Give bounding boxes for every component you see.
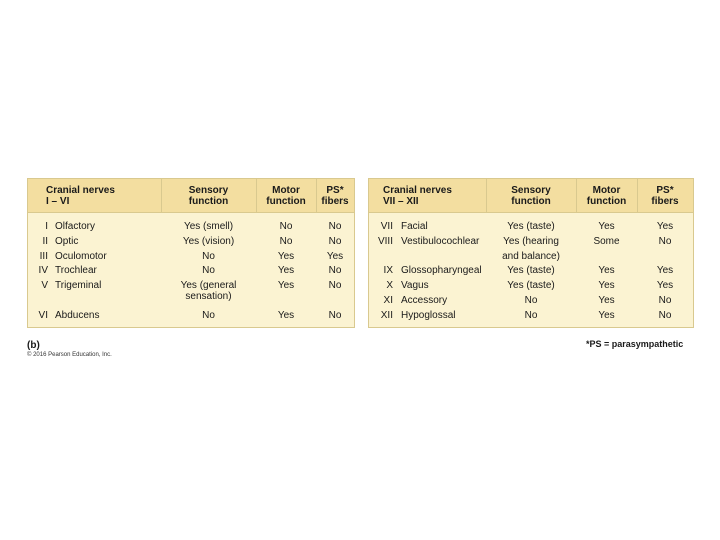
nerve-number: II [42,236,48,247]
motor-value: No [279,221,293,232]
header-motor [256,179,316,212]
sensory-value-line2: and balance) [502,251,560,262]
ps-value: Yes [326,251,344,262]
ps-value: No [658,310,672,321]
ps-value: No [328,310,342,321]
panel-label: (b) [27,340,40,351]
motor-value: Yes [277,265,295,276]
nerve-name: Facial [401,221,428,232]
ps-value: Yes [656,265,674,276]
header-motor-line1: Motor [272,184,300,196]
footnote: *PS = parasympathetic [586,339,684,349]
nerve-number: V [41,280,48,291]
sensory-value-line2: sensation) [185,291,232,302]
motor-value: Yes [598,221,615,232]
sensory-value: Yes (taste) [507,221,555,232]
nerve-name: Oculomotor [55,251,107,262]
sensory-value: Yes (hearing [503,236,559,247]
copyright-notice: © 2016 Pearson Education, Inc. [27,352,112,358]
ps-value: No [328,280,342,291]
sensory-value: Yes (taste) [507,265,555,276]
header-nerves [46,179,148,212]
motor-value: Yes [598,280,615,291]
header-sensory-line2: function [188,195,229,207]
nerve-name: Trigeminal [55,280,102,291]
nerve-name: Hypoglossal [401,310,456,321]
header-ps-line2: fibers [321,195,349,207]
nerve-number: X [386,280,393,291]
nerve-name: Olfactory [55,221,96,232]
sensory-value: No [524,295,538,306]
header-ps-line2: fibers [651,195,679,207]
table-header [369,179,693,213]
nerve-name: Optic [55,236,79,247]
header-nerves-line1: Cranial nerves [383,184,452,196]
table-header [28,179,354,213]
ps-value: No [328,236,342,247]
nerve-name: Glossopharyngeal [401,265,482,276]
nerve-name: Vagus [401,280,429,291]
header-motor-line1: Motor [592,184,621,196]
nerve-number: XI [383,295,393,306]
nerve-name: Vestibulocochlear [401,236,480,247]
nerve-number: VIII [377,236,393,247]
sensory-value: Yes (smell) [183,221,234,232]
motor-value: Yes [598,310,615,321]
nerve-number: IV [38,265,48,276]
header-nerves-line2: I – VI [46,195,70,207]
header-ps-line1: PS* [326,184,344,196]
sensory-value: Yes (vision) [182,236,235,247]
nerve-number: IX [383,265,393,276]
motor-value: No [279,236,293,247]
nerve-number: VI [38,310,48,321]
header-ps [637,179,693,212]
ps-value: No [658,295,672,306]
motor-value: Yes [598,265,615,276]
nerve-number: III [39,251,48,262]
nerve-name: Trochlear [55,265,97,276]
header-sensory [161,179,256,212]
cranial-nerves-table-left [27,178,355,328]
sensory-value: No [202,251,215,262]
motor-value: Yes [277,251,295,262]
motor-value: Yes [277,310,295,321]
ps-value: No [658,236,672,247]
header-nerves-line2: VII – XII [383,195,419,207]
motor-value: Yes [277,280,295,291]
header-sensory [486,179,576,212]
nerve-number: XII [380,310,393,321]
sensory-value: No [202,310,215,321]
header-motor-line2: function [586,195,627,207]
nerve-number: I [45,221,48,232]
header-ps [316,179,354,212]
sensory-value: No [202,265,215,276]
ps-value: Yes [656,221,674,232]
nerve-name: Accessory [401,295,448,306]
sensory-value: No [524,310,538,321]
nerve-number: VII [380,221,393,232]
sensory-value: Yes (taste) [507,280,555,291]
sensory-value: Yes (general [180,280,237,291]
header-motor [576,179,637,212]
header-nerves-line1: Cranial nerves [46,184,115,196]
header-sensory-line1: Sensory [511,184,551,196]
header-sensory-line2: function [511,195,551,207]
header-sensory-line1: Sensory [188,184,229,196]
ps-value: No [328,265,342,276]
nerve-name: Abducens [55,310,100,321]
motor-value: Yes [598,295,615,306]
cranial-nerves-table-right [368,178,694,328]
header-ps-line1: PS* [656,184,674,196]
header-nerves [383,179,485,212]
header-motor-line2: function [266,195,306,207]
motor-value: Some [593,236,620,247]
ps-value: No [328,221,342,232]
ps-value: Yes [656,280,674,291]
